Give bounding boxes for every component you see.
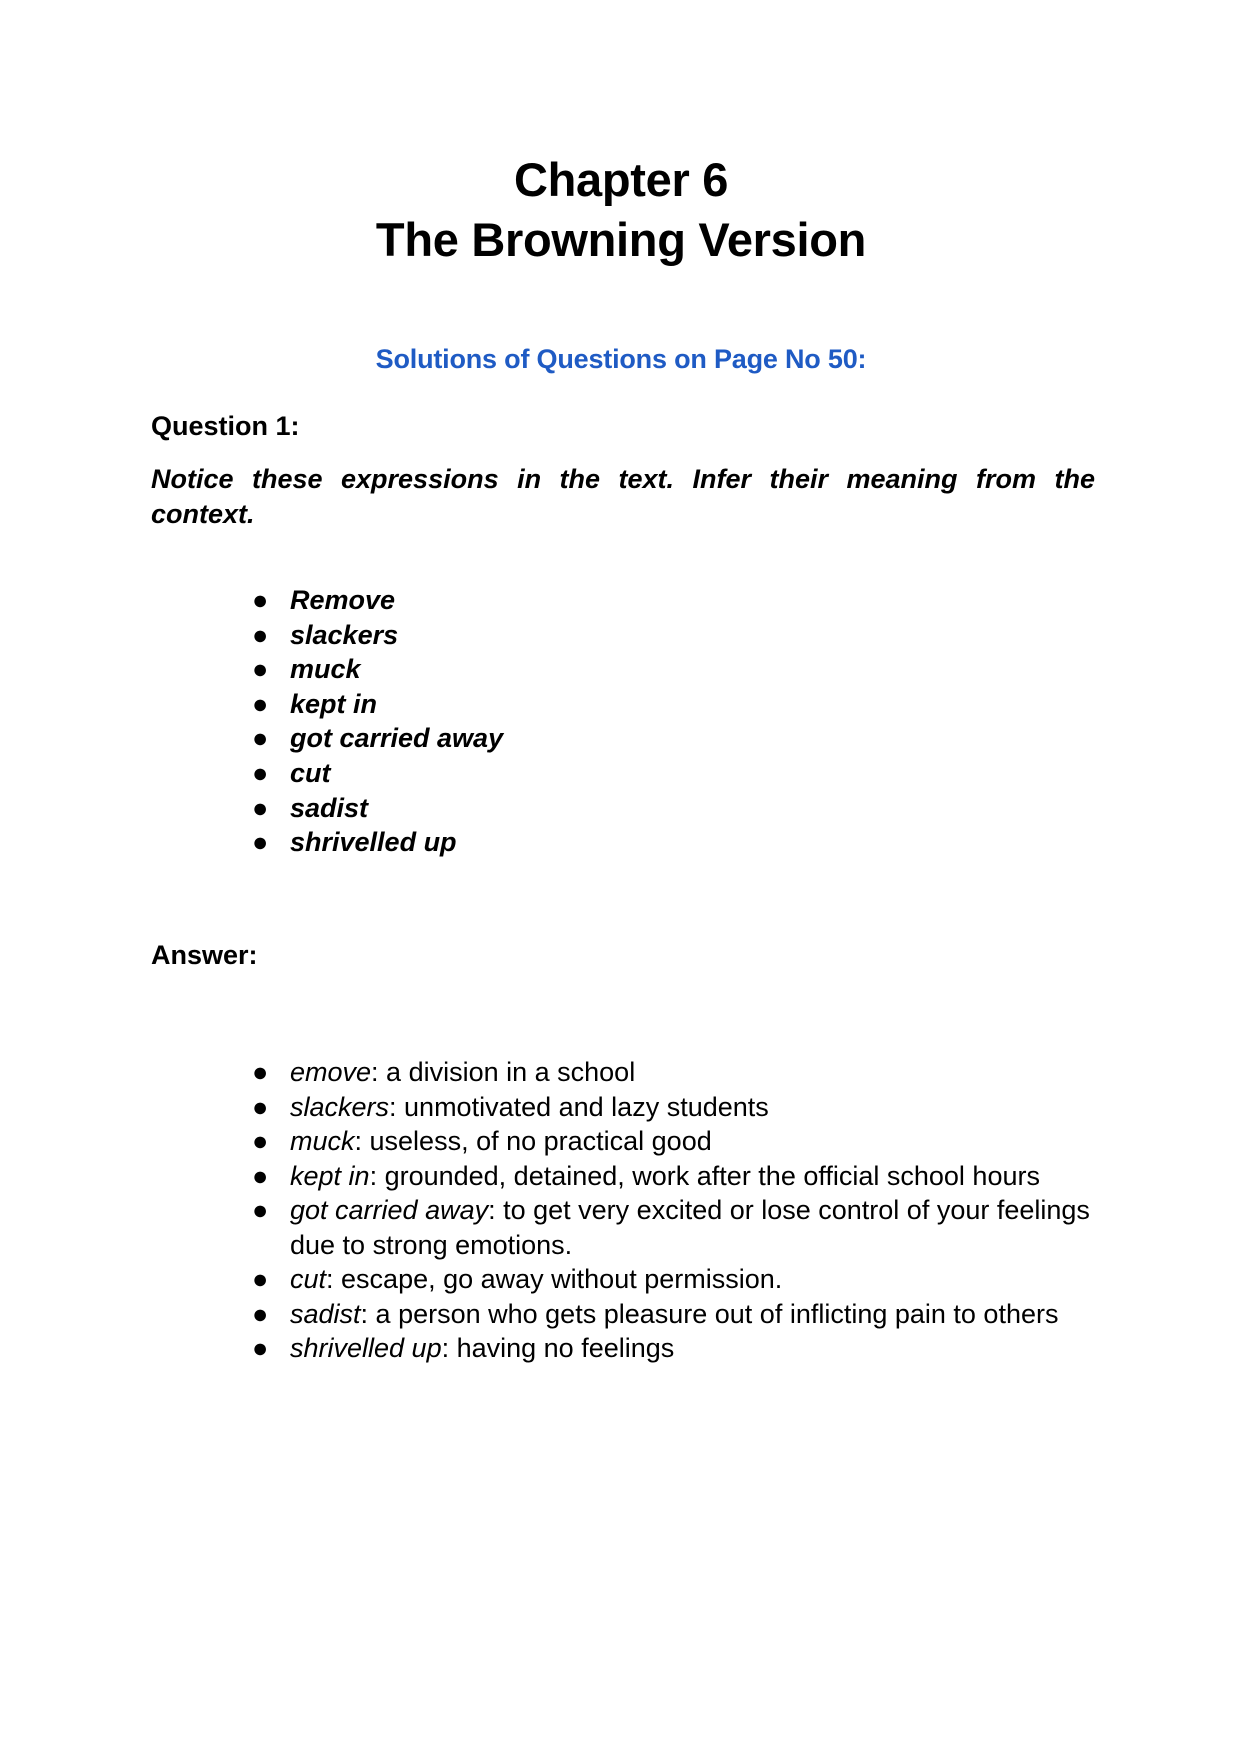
answer-term: shrivelled up (290, 1333, 442, 1363)
answer-definition: : a person who gets pleasure out of inflicting pain to others (360, 1298, 1059, 1329)
bullet-icon: ● (252, 1264, 269, 1294)
list-item (252, 1262, 1092, 1297)
answer-term: muck (290, 1126, 355, 1156)
list-item: ● slackers (252, 618, 503, 653)
bullet-icon: ● (252, 585, 269, 615)
bullet-icon: ● (252, 1333, 269, 1363)
answer-term: emove (290, 1057, 372, 1087)
bullet-icon: ● (252, 1195, 269, 1225)
bullet-icon: ● (252, 827, 269, 858)
list-item (252, 1193, 1092, 1262)
list-item: ● shrivelled up (252, 825, 503, 860)
list-item (252, 1055, 1092, 1090)
answer-definition: : escape, go away without permission. (326, 1264, 783, 1294)
list-item: ● got carried away (252, 721, 503, 756)
bullet-icon: ● (252, 1091, 269, 1122)
list-item: ● kept in (252, 687, 503, 722)
chapter-title: The Browning Version (375, 213, 867, 266)
answer-term: sadist (290, 1298, 361, 1329)
list-item: ● cut (252, 756, 503, 791)
answer-definition: : useless, of no practical good (354, 1126, 712, 1156)
question-label: Question 1: (151, 411, 300, 441)
list-item (252, 1090, 1092, 1125)
chapter-number: Chapter 6 (513, 153, 729, 206)
bullet-icon: ● (252, 1298, 269, 1329)
section-subtitle: Solutions of Questions on Page No 50: (375, 344, 867, 374)
answer-label: Answer: (151, 940, 258, 970)
answer-definition: : unmotivated and lazy students (389, 1091, 769, 1122)
bullet-icon: ● (252, 654, 269, 685)
answer-definition: : having no feelings (441, 1333, 675, 1363)
list-item: ● Remove (252, 583, 503, 618)
answer-term: slackers (290, 1091, 390, 1122)
answer-definition: : to get very excited or lose control of your feelings due to strong emotions. (290, 1195, 1090, 1260)
answer-term: got carried away (290, 1195, 489, 1225)
bullet-icon: ● (252, 619, 269, 650)
list-item: ● sadist (252, 791, 503, 826)
list-item (252, 1124, 1092, 1159)
bullet-icon: ● (252, 792, 269, 823)
list-item (252, 1159, 1092, 1194)
bullet-icon: ● (252, 1126, 269, 1156)
question-prompt: Notice these expressions in the text. Infer their meaning from the context. (151, 464, 1095, 529)
expression-list (252, 583, 503, 860)
bullet-icon: ● (252, 688, 269, 719)
bullet-icon: ● (252, 1057, 269, 1087)
bullet-icon: ● (252, 757, 269, 788)
answer-definition: : grounded, detained, work after the official school hours (369, 1160, 1040, 1191)
answer-term: kept in (290, 1160, 370, 1191)
list-item (252, 1331, 1092, 1366)
bullet-icon: ● (252, 723, 269, 754)
answer-term: cut (290, 1264, 327, 1294)
answer-definition: : a division in a school (371, 1057, 636, 1087)
answer-list (252, 1055, 1092, 1366)
list-item (252, 1297, 1092, 1332)
bullet-icon: ● (252, 1160, 269, 1191)
list-item: ● muck (252, 652, 503, 687)
